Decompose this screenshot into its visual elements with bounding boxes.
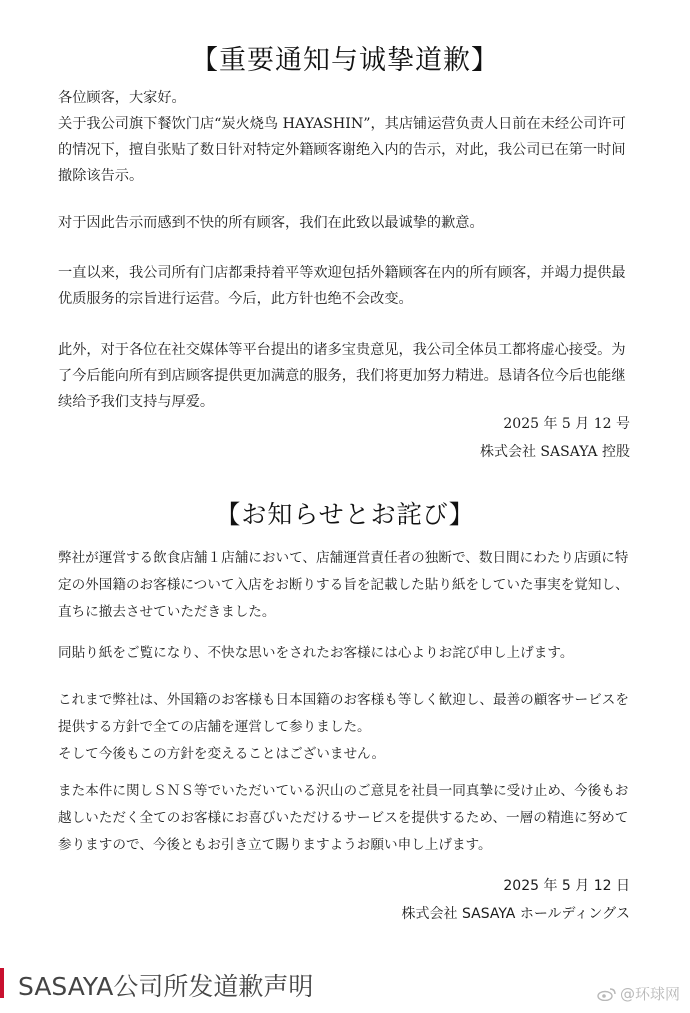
notice-jp-paragraph-4: また本件に関しＳＮＳ等でいただいている沢山のご意見を社員一同真摯に受け止め、今後もお越しいただく全てのお客様にお喜びいただけるサービスを提供するため、一層の精進に努めて参りますので、今後ともお引き立て賜りますようお願い申し上げます。 bbox=[58, 783, 629, 853]
notice-cn-title: 【重要通知与诚挚道歉】 bbox=[191, 45, 499, 76]
notice-jp-paragraph-2: 同貼り紙をご覧になり、不快な思いをされたお客様には心よりお詫び申し上げます。 bbox=[58, 645, 574, 661]
notice-cn-company: 株式会社 SASAYA 控股 bbox=[479, 444, 630, 460]
notice-jp-paragraph-1: 弊社が運営する飲食店舗１店舗において、店舗運営責任者の独断で、数日間にわたり店頭に特定の外国籍のお客様について入店をお断りする旨を記載した貼り紙をしていた事実を覚知し、直ちに撤去させていただきました。 bbox=[58, 550, 629, 620]
notice-cn-signature bbox=[480, 410, 630, 466]
notice-jp-title: 【お知らせとお詫び】 bbox=[215, 500, 475, 529]
notice-jp-date: 2025 年 5 月 12 日 bbox=[503, 878, 630, 894]
notice-jp-signature bbox=[402, 872, 630, 928]
notice-jp-paragraph-3: これまで弊社は、外国籍のお客様も日本国籍のお客様も等しく歓迎し、最善の顧客サービスを提供する方針で全ての店舗を運営して参りました。 そして今後もこの方針を変えることはございません。 bbox=[58, 692, 629, 762]
caption-accent-bar bbox=[0, 968, 4, 998]
weibo-logo-icon bbox=[597, 987, 617, 1001]
notice-jp-company: 株式会社 SASAYA ホールディングス bbox=[401, 906, 630, 922]
notice-cn-date: 2025 年 5 月 12 号 bbox=[503, 416, 630, 432]
watermark-text: @环球网 bbox=[619, 985, 680, 1003]
notice-cn-paragraph-1: 各位顾客，大家好。 关于我公司旗下餐饮门店“炭火烧鸟 HAYASHIN”，其店铺运营负责人日前在未经公司许可的情况下，擅自张贴了数日针对特定外籍顾客谢绝入内的告示，对此，我公司已在第一时间撤除该告示。 bbox=[58, 90, 626, 184]
image-caption: SASAYA公司所发道歉声明 bbox=[18, 972, 314, 1001]
notice-cn-paragraph-2: 对于因此告示而感到不快的所有顾客，我们在此致以最诚挚的歉意。 bbox=[58, 215, 484, 231]
watermark bbox=[597, 983, 680, 1004]
notice-cn-paragraph-3: 一直以来，我公司所有门店都秉持着平等欢迎包括外籍顾客在内的所有顾客，并竭力提供最优质服务的宗旨进行运营。今后，此方针也绝不会改变。 bbox=[58, 265, 626, 307]
notice-cn-paragraph-4: 此外，对于各位在社交媒体等平台提出的诸多宝贵意见，我公司全体员工都将虚心接受。为了今后能向所有到店顾客提供更加满意的服务，我们将更加努力精进。恳请各位今后也能继续给予我们支持与厚爱。 bbox=[58, 342, 626, 410]
